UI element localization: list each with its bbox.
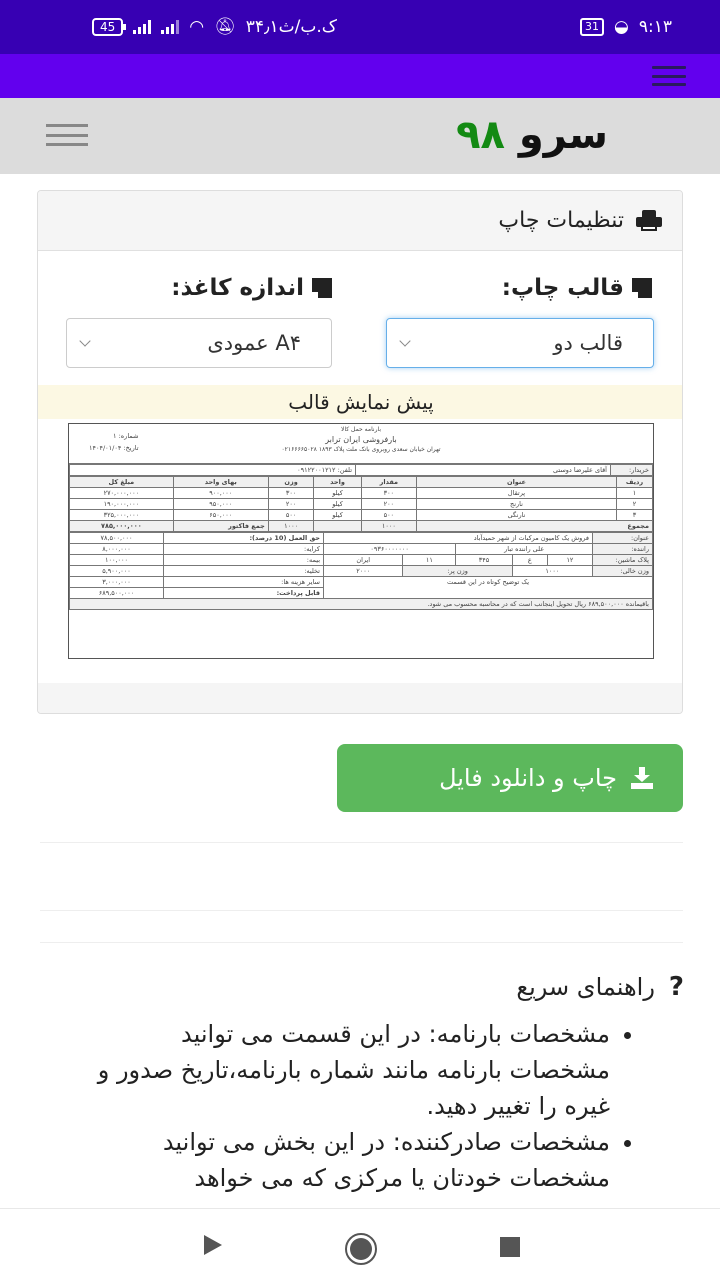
back-icon[interactable] <box>204 1235 222 1255</box>
app-menu-icon[interactable] <box>652 66 686 86</box>
clock: ۹:۱۳ <box>638 17 672 37</box>
card-footer <box>38 683 683 713</box>
doc-header: بارنامه حمل کالا بارفروشی ایران ترابر تهران خیابان سعدی روبروی بانک ملت پلاک ۱۸۹۳ ۰۲۱۶۶۶۶۵۰۲۸ شماره: ۱ تاریخ: ۱۴۰۴/۰۱/۰۴ <box>69 424 653 464</box>
divider <box>40 842 683 843</box>
items-table: ردیف عنوان مقدار واحد وزن بهای واحد مبلغ کل ۱ پرتقال ۳۰۰ کیلو ۳۰۰ ۹۰۰,۰۰۰ ۲۷۰,۰۰۰,۰۰۰ ۲ نارنج ۲۰۰ کیلو ۲۰۰ ۹۵۰,۰۰۰ ۱۹۰,۰۰۰,۰۰۰ ۳ نارنگی ۵۰۰ کیلو ۵۰۰ ۶۵۰,۰۰۰ ۳۲۵,۰۰۰,۰۰۰ مجموع ۱۰۰۰ ۱۰۰۰ جمع فاکتور ۷۸۵,۰۰۰,۰۰۰ <box>69 476 653 532</box>
signal-icon <box>133 20 151 34</box>
card-header <box>38 191 682 251</box>
template-select[interactable]: قالب دو <box>386 318 654 368</box>
template-label: قالب چاپ: <box>502 275 652 301</box>
bell-off-icon: 🔕︎ <box>214 17 236 37</box>
divider <box>40 942 683 943</box>
hamburger-menu-icon[interactable] <box>46 124 88 146</box>
system-nav-bar <box>0 1208 720 1280</box>
home-icon[interactable] <box>345 1233 377 1265</box>
print-download-button[interactable]: چاپ و دانلود فایل <box>337 744 683 812</box>
print-settings-card <box>37 190 683 714</box>
app-bar <box>0 54 720 98</box>
paper-size-select[interactable]: A۴ عمودی <box>66 318 332 368</box>
sum-row: مجموع ۱۰۰۰ ۱۰۰۰ جمع فاکتور ۷۸۵,۰۰۰,۰۰۰ <box>70 521 653 532</box>
status-right <box>580 17 672 37</box>
printer-icon <box>636 210 662 232</box>
calendar-icon: 31 <box>580 18 604 36</box>
sticky-note-icon <box>312 278 332 298</box>
status-left <box>92 17 337 37</box>
signal-icon-2 <box>161 20 179 34</box>
table-row: ۲ نارنج ۲۰۰ کیلو ۲۰۰ ۹۵۰,۰۰۰ ۱۹۰,۰۰۰,۰۰۰ <box>70 499 653 510</box>
wifi-icon: ◠ <box>189 17 205 37</box>
chevron-down-icon <box>79 335 90 346</box>
question-icon: ? <box>668 972 684 1002</box>
status-bar <box>0 0 720 54</box>
quick-help-title: ? راهنمای سریع <box>516 972 684 1002</box>
recents-icon[interactable] <box>500 1237 520 1257</box>
shop-bag-icon: ◒ <box>614 17 629 37</box>
sticky-note-icon <box>632 278 652 298</box>
site-header <box>0 98 720 174</box>
site-logo[interactable]: سرو ۹۸ <box>456 112 608 158</box>
waybill-preview <box>68 423 654 659</box>
card-title: تنظیمات چاپ <box>498 208 624 233</box>
battery-icon: 45 <box>92 18 123 36</box>
quick-help-list <box>78 1016 638 1196</box>
buyer-row: خریدار: آقای علیرضا دوستی تلفن: ۰۹۱۲۲۰۰۱۲۱۲ <box>69 464 653 476</box>
chevron-down-icon <box>399 335 410 346</box>
table-row: ۳ نارنگی ۵۰۰ کیلو ۵۰۰ ۶۵۰,۰۰۰ ۳۲۵,۰۰۰,۰۰۰ <box>70 510 653 521</box>
paper-size-label: اندازه کاغذ: <box>171 275 332 301</box>
table-row: ۱ پرتقال ۳۰۰ کیلو ۳۰۰ ۹۰۰,۰۰۰ ۲۷۰,۰۰۰,۰۰۰ <box>70 488 653 499</box>
list-item: • مشخصات بارنامه: در این قسمت می توانید مشخصات بارنامه مانند شماره بارنامه،تاریخ صدور و غیره را تغییر دهید. <box>78 1016 610 1124</box>
list-item: • مشخصات صادرکننده: در این بخش می توانید مشخصات خودتان یا مرکزی که می خواهد <box>78 1124 610 1196</box>
preview-title: پیش نمایش قالب <box>38 385 683 419</box>
network-speed: ۳۴٫۱ک.ب/ث <box>245 17 338 37</box>
details-table: عنوان: فروش یک کامیون مرکبات از شهر حمیدآباد حق العمل (10 درصد): ۷۸,۵۰۰,۰۰۰ راننده: علی راننده تبار ۰۹۳۶۰۰۰۰۰۰۰ کرایه: ۸,۰۰۰,۰۰۰ پلاک ماشین: ۱۲ ع ۳۴۵ ۱۱ ایران بیمه: ۱۰۰,۰۰۰ وزن خالی: ۱۰۰۰ وزن پر: ۲۰۰۰ تخلیه: ۵,۹۰۰,۰۰۰ یک توضیح کوتاه در این قسمت سایر هزینه ها: ۳,۰۰۰,۰۰۰ قابل پرداخت: ۶۸۹,۵۰۰,۰۰۰ باقیمانده ۶۸۹,۵۰۰,۰۰۰ ریال تحویل اینجانب است که در محاسبه محسوب می شود. <box>69 532 653 610</box>
divider <box>40 910 683 911</box>
download-icon <box>631 767 653 789</box>
